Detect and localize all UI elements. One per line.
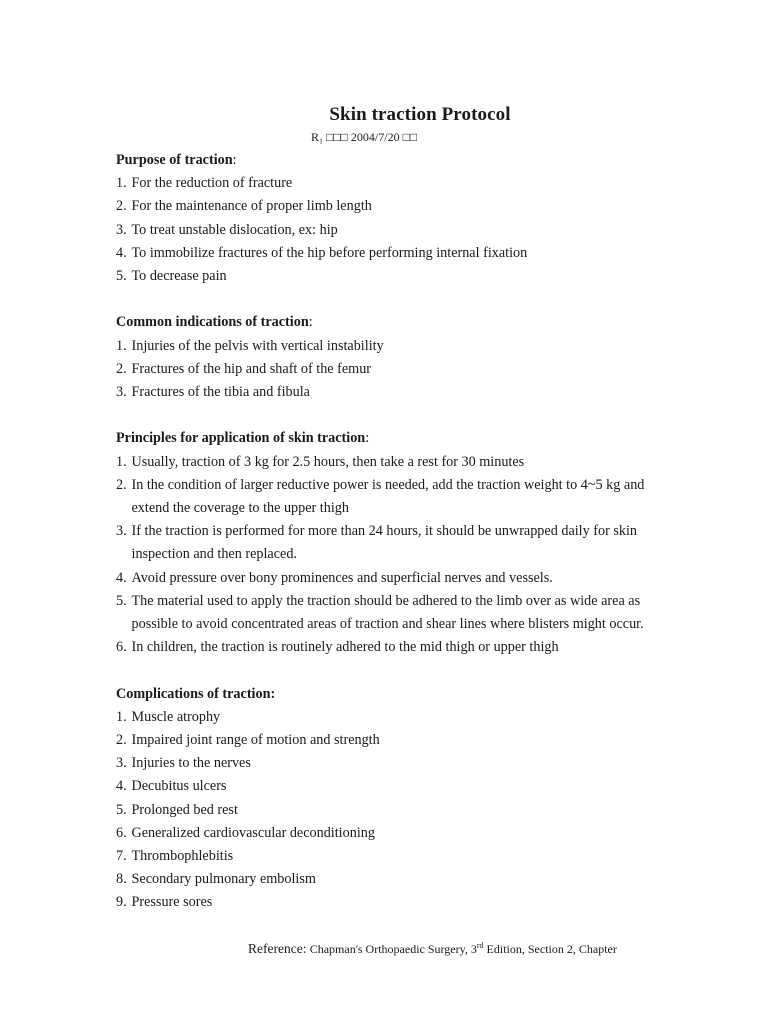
list-item: 2. Impaired joint range of motion and strength (116, 732, 380, 749)
purpose-list (116, 172, 676, 288)
section-heading-suffix: : (308, 314, 313, 331)
section-heading (116, 427, 676, 450)
list-item: 4. To immobilize fractures of the hip before performing internal fixation (116, 244, 528, 261)
list-item-text: Generalized cardiovascular deconditioning (131, 824, 375, 841)
list-item: 2. For the maintenance of proper limb length (116, 198, 372, 215)
list-item: 6. Generalized cardiovascular deconditioning (116, 824, 375, 841)
list-item-text: Prolonged bed rest (131, 801, 238, 818)
list-item: 1. For the reduction of fracture (116, 175, 293, 192)
list-item: 2. Fractures of the hip and shaft of the femur (116, 360, 372, 377)
list-item: 6. In children, the traction is routinely adhered to the mid thigh or upper thigh (116, 639, 559, 656)
list-item-text: Fractures of the tibia and fibula (131, 384, 310, 401)
document-title: Skin traction Protocol (329, 104, 511, 125)
list-item: 3. If the traction is performed for more than 24 hours, it should be unwrapped daily for skin inspection and then replaced. (116, 523, 637, 563)
section-heading-text: Complications of traction: (116, 685, 276, 702)
list-item: 5. To decrease pain (116, 268, 227, 285)
list-item: 4. Avoid pressure over bony prominences and superficial nerves and vessels. (116, 569, 553, 586)
section-heading (116, 149, 676, 172)
section-principles (116, 427, 676, 659)
section-heading-text: Common indications of traction (116, 314, 309, 331)
list-item-text: Muscle atrophy (131, 708, 221, 725)
list-item-text: If the traction is performed for more than 24 hours, it should be unwrapped daily for skin inspection and then replaced. (131, 523, 637, 563)
list-item-text: In children, the traction is routinely adhered to the mid thigh or upper thigh (131, 639, 559, 656)
list-item: 3. Injuries to the nerves (116, 755, 251, 772)
section-heading-suffix: : (365, 430, 370, 447)
section-heading (116, 683, 676, 706)
list-item-text: Usually, traction of 3 kg for 2.5 hours, then take a rest for 30 minutes (131, 453, 525, 470)
list-item-text: Avoid pressure over bony prominences and superficial nerves and vessels. (131, 569, 553, 586)
list-item-text: For the maintenance of proper limb length (131, 198, 372, 215)
document-body (116, 149, 676, 915)
section-heading-text: Purpose of traction (116, 152, 233, 168)
complications-list (116, 706, 676, 915)
list-item: 1. Muscle atrophy (116, 708, 221, 725)
list-item-text: Thrombophlebitis (131, 848, 234, 865)
list-item: 5. The material used to apply the traction should be adhered to the limb over as wide area as possible to avoid concentrated areas of traction and shear lines where blisters might occur. (116, 592, 644, 633)
list-item: 4. Decubitus ulcers (116, 778, 227, 795)
section-heading-suffix: : (232, 152, 237, 168)
list-item: 3. To treat unstable dislocation, ex: hip (116, 221, 338, 238)
list-item-text: To treat unstable dislocation, ex: hip (131, 221, 338, 238)
list-item-text: Impaired joint range of motion and strength (131, 732, 380, 749)
list-item: 3. Fractures of the tibia and fibula (116, 384, 310, 401)
list-item-text: Fractures of the hip and shaft of the femur (131, 360, 372, 377)
edition-superscript: rd (476, 941, 484, 950)
reference-line (248, 940, 617, 958)
list-item: 8. Secondary pulmonary embolism (116, 871, 316, 888)
list-item: 7. Thrombophlebitis (116, 848, 234, 865)
list-item-text: For the reduction of fracture (131, 175, 293, 192)
reference-label: Reference: (248, 941, 307, 956)
section-heading-text: Principles for application of skin traction (116, 430, 366, 447)
reference-book-title: Chapman's Orthopaedic Surgery, 3 (309, 942, 477, 956)
reference-rest: Edition, Section 2, Chapter (483, 942, 617, 956)
list-item: 9. Pressure sores (116, 894, 213, 911)
section-indications (116, 311, 676, 404)
list-item: 2. In the condition of larger reductive power is needed, add the traction weight to 4~5 kg and extend the coverage to the upper thigh (116, 476, 645, 517)
list-item-text: Secondary pulmonary embolism (131, 871, 316, 888)
list-item: 1. Injuries of the pelvis with vertical instability (116, 337, 384, 354)
section-heading (116, 311, 676, 334)
list-item-text: To decrease pain (131, 268, 227, 285)
list-item-text: Pressure sores (131, 894, 213, 911)
author-date-line: R₁ □□□ 2004/7/20 □□ (311, 130, 418, 144)
list-item-text: To immobilize fractures of the hip before performing internal fixation (131, 244, 528, 261)
section-complications (116, 683, 676, 915)
list-item: 5. Prolonged bed rest (116, 801, 238, 818)
section-purpose (116, 149, 676, 288)
list-item-text: Decubitus ulcers (131, 778, 227, 795)
list-item-text: In the condition of larger reductive power is needed, add the traction weight to 4~5 kg and extend the coverage to the upper thigh (131, 476, 645, 517)
list-item-text: Injuries of the pelvis with vertical instability (131, 337, 384, 354)
list-item: 1. Usually, traction of 3 kg for 2.5 hours, then take a rest for 30 minutes (116, 453, 525, 470)
list-item-text: Injuries to the nerves (131, 755, 251, 772)
indications-list (116, 335, 676, 405)
principles-list (116, 451, 676, 660)
reference-book (310, 942, 617, 956)
list-item-text: The material used to apply the traction should be adhered to the limb over as wide area as possible to avoid concentrated areas of traction and shear lines where blisters might occur. (131, 592, 644, 633)
